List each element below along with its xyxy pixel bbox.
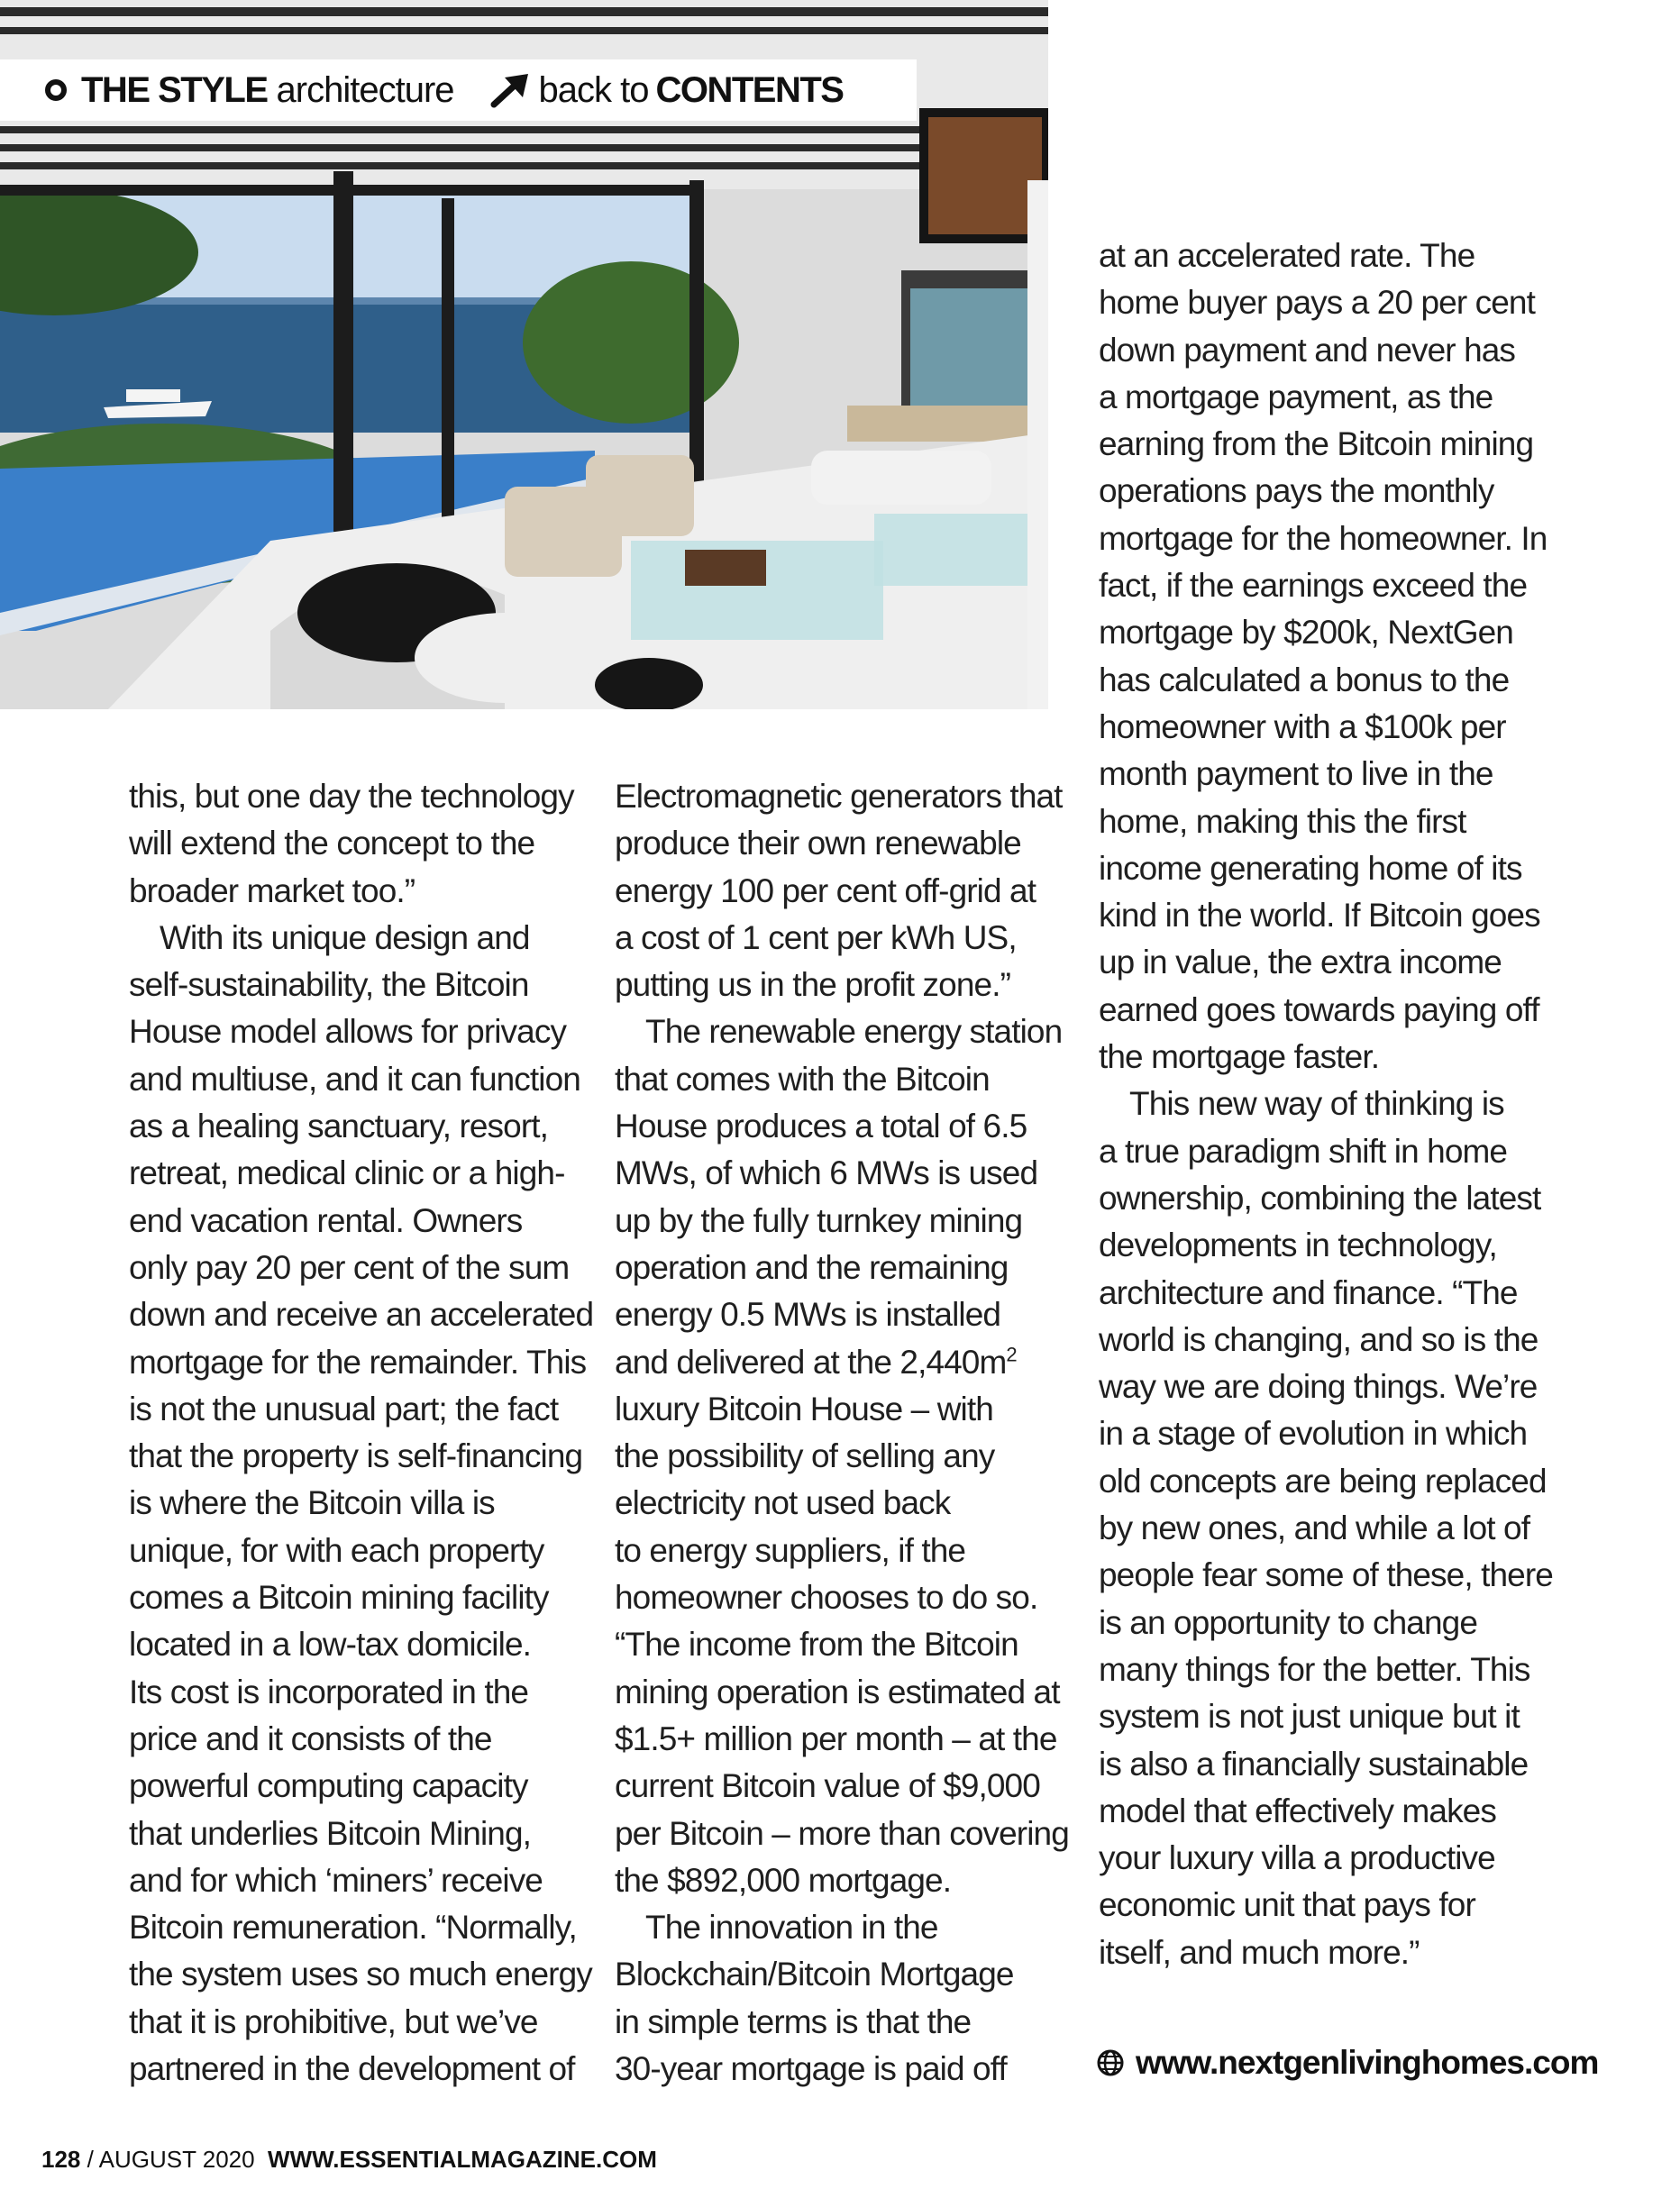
globe-icon	[1096, 2048, 1125, 2077]
text-line: will extend the concept to the	[129, 825, 535, 862]
text-line: MWs, of which 6 MWs is used	[615, 1154, 1038, 1192]
text-line: House model allows for privacy	[129, 1013, 567, 1051]
text-line: end vacation rental. Owners	[129, 1201, 523, 1239]
text-line: up in value, the extra income	[1099, 944, 1502, 981]
text-line: architecture and finance. “The	[1099, 1273, 1518, 1311]
text-line: as a healing sanctuary, resort,	[129, 1108, 549, 1145]
contents-link[interactable]: CONTENTS	[655, 69, 844, 110]
text-line: system is not just unique but it	[1099, 1698, 1520, 1736]
text-line: developments in technology,	[1099, 1227, 1497, 1264]
text-line: mining operation is estimated at	[615, 1673, 1060, 1710]
text-line: only pay 20 per cent of the sum	[129, 1248, 570, 1286]
text-line: Bitcoin remuneration. “Normally,	[129, 1909, 577, 1947]
text-line: to energy suppliers, if the	[615, 1531, 966, 1569]
text-line: earning from the Bitcoin mining	[1099, 425, 1534, 463]
text-line-main: and delivered at the 2,440m	[615, 1343, 1007, 1381]
text-line: “The income from the Bitcoin	[615, 1626, 1018, 1664]
superscript: 2	[1006, 1343, 1017, 1366]
text-line: a cost of 1 cent per kWh US,	[615, 918, 1017, 956]
section-nav-bar	[0, 59, 917, 121]
article-column-2	[615, 773, 1069, 2093]
magazine-site[interactable]: WWW.ESSENTIALMAGAZINE.COM	[268, 2146, 657, 2173]
text-line: kind in the world. If Bitcoin goes	[1099, 897, 1540, 935]
text-line: partnered in the development of	[129, 2050, 575, 2088]
text-line: located in a low-tax domicile.	[129, 1626, 531, 1664]
text-line: operation and the remaining	[615, 1248, 1009, 1286]
text-line: and for which ‘miners’ receive	[129, 1861, 543, 1899]
text-line: Its cost is incorporated in the	[129, 1673, 529, 1710]
arrow-up-right-icon[interactable]	[490, 72, 530, 108]
text-line: With its unique design and	[160, 918, 530, 956]
footer-separator: /	[80, 2146, 99, 2173]
text-line: down and receive an accelerated	[129, 1296, 594, 1334]
text-line: in a stage of evolution in which	[1099, 1415, 1528, 1453]
text-line: is not the unusual part; the fact	[129, 1390, 559, 1427]
text-line: month payment to live in the	[1099, 755, 1493, 793]
text-line: by new ones, and while a lot of	[1099, 1509, 1530, 1547]
text-line: retreat, medical clinic or a high-	[129, 1154, 565, 1192]
text-line: Electromagnetic generators that	[615, 778, 1063, 815]
text-line: in simple terms is that the	[615, 2002, 972, 2040]
circle-bullet-icon	[45, 79, 67, 101]
text-line: way we are doing things. We’re	[1099, 1368, 1538, 1406]
text-line: energy 100 per cent off-grid at	[615, 871, 1036, 909]
text-line: electricity not used back	[615, 1484, 951, 1522]
text-line: the possibility of selling any	[615, 1437, 995, 1475]
text-line: House produces a total of 6.5	[615, 1108, 1027, 1145]
text-line: The innovation in the	[645, 1909, 938, 1947]
text-line: fact, if the earnings exceed the	[1099, 567, 1528, 605]
website-url[interactable]: www.nextgenlivinghomes.com	[1136, 2044, 1599, 2081]
text-line: old concepts are being replaced	[1099, 1462, 1547, 1500]
text-line: has calculated a bonus to the	[1099, 661, 1510, 698]
text-line: that comes with the Bitcoin	[615, 1060, 990, 1098]
text-line: per Bitcoin – more than covering	[615, 1814, 1069, 1852]
text-line: and multiuse, and it can function	[129, 1060, 580, 1098]
text-line: the $892,000 mortgage.	[615, 1861, 952, 1899]
text-line: operations pays the monthly	[1099, 472, 1494, 510]
text-line: comes a Bitcoin mining facility	[129, 1579, 549, 1617]
text-line: mortgage by $200k, NextGen	[1099, 614, 1513, 652]
text-line: powerful computing capacity	[129, 1767, 528, 1805]
text-line: income generating home of its	[1099, 849, 1522, 887]
text-line: is where the Bitcoin villa is	[129, 1484, 495, 1522]
text-line: your luxury villa a productive	[1099, 1839, 1495, 1877]
text-line: economic unit that pays for	[1099, 1886, 1475, 1924]
text-line: the mortgage faster.	[1099, 1038, 1380, 1076]
text-line: that it is prohibitive, but we’ve	[129, 2002, 538, 2040]
text-line: a true paradigm shift in home	[1099, 1132, 1508, 1170]
page-number: 128	[41, 2146, 81, 2173]
section-name: architecture	[276, 69, 454, 110]
text-line: price and it consists of the	[129, 1719, 492, 1757]
section-brand: THE STYLE	[81, 69, 268, 110]
text-line: is also a financially sustainable	[1099, 1745, 1529, 1783]
text-line: $1.5+ million per month – at the	[615, 1719, 1057, 1757]
issue-date: AUGUST 2020	[98, 2146, 255, 2173]
text-line: putting us in the profit zone.”	[615, 966, 1010, 1004]
text-line: itself, and much more.”	[1099, 1933, 1420, 1971]
text-line: that underlies Bitcoin Mining,	[129, 1814, 532, 1852]
text-line: that the property is self-financing	[129, 1437, 583, 1475]
text-line: Blockchain/Bitcoin Mortgage	[615, 1956, 1014, 1993]
text-line: world is changing, and so is the	[1099, 1320, 1538, 1358]
text-line: This new way of thinking is	[1129, 1085, 1504, 1123]
text-line: broader market too.”	[129, 871, 415, 909]
text-line: earned goes towards paying off	[1099, 990, 1539, 1028]
text-line	[615, 1339, 1069, 1386]
text-line: people fear some of these, there	[1099, 1556, 1553, 1594]
page-footer	[41, 2146, 657, 2174]
text-line: luxury Bitcoin House – with	[615, 1390, 993, 1427]
text-line: this, but one day the technology	[129, 778, 574, 815]
text-line: ownership, combining the latest	[1099, 1179, 1541, 1217]
text-line: a mortgage payment, as the	[1099, 378, 1493, 415]
article-column-1	[129, 773, 593, 2093]
text-line: mortgage for the homeowner. In	[1099, 519, 1548, 557]
back-to-label[interactable]: back to	[538, 69, 649, 110]
text-line: the system uses so much energy	[129, 1956, 592, 1993]
text-line: energy 0.5 MWs is installed	[615, 1296, 1001, 1334]
article-column-3	[1099, 233, 1553, 1976]
text-line: 30-year mortgage is paid off	[615, 2050, 1007, 2088]
text-line: many things for the better. This	[1099, 1650, 1530, 1688]
text-line: current Bitcoin value of $9,000	[615, 1767, 1040, 1805]
text-line: homeowner chooses to do so.	[615, 1579, 1038, 1617]
website-link[interactable]	[1096, 2044, 1598, 2082]
text-line: unique, for with each property	[129, 1531, 544, 1569]
text-line: home buyer pays a 20 per cent	[1099, 284, 1535, 322]
text-line: self-sustainability, the Bitcoin	[129, 966, 529, 1004]
text-line: at an accelerated rate. The	[1099, 237, 1475, 274]
text-line: up by the fully turnkey mining	[615, 1201, 1023, 1239]
text-line: mortgage for the remainder. This	[129, 1343, 587, 1381]
text-line: The renewable energy station	[645, 1013, 1063, 1051]
text-line: home, making this the first	[1099, 802, 1466, 840]
text-line: produce their own renewable	[615, 825, 1021, 862]
text-line: is an opportunity to change	[1099, 1603, 1478, 1641]
text-line: down payment and never has	[1099, 331, 1516, 369]
text-line: homeowner with a $100k per	[1099, 707, 1506, 745]
text-line: model that effectively makes	[1099, 1792, 1496, 1829]
